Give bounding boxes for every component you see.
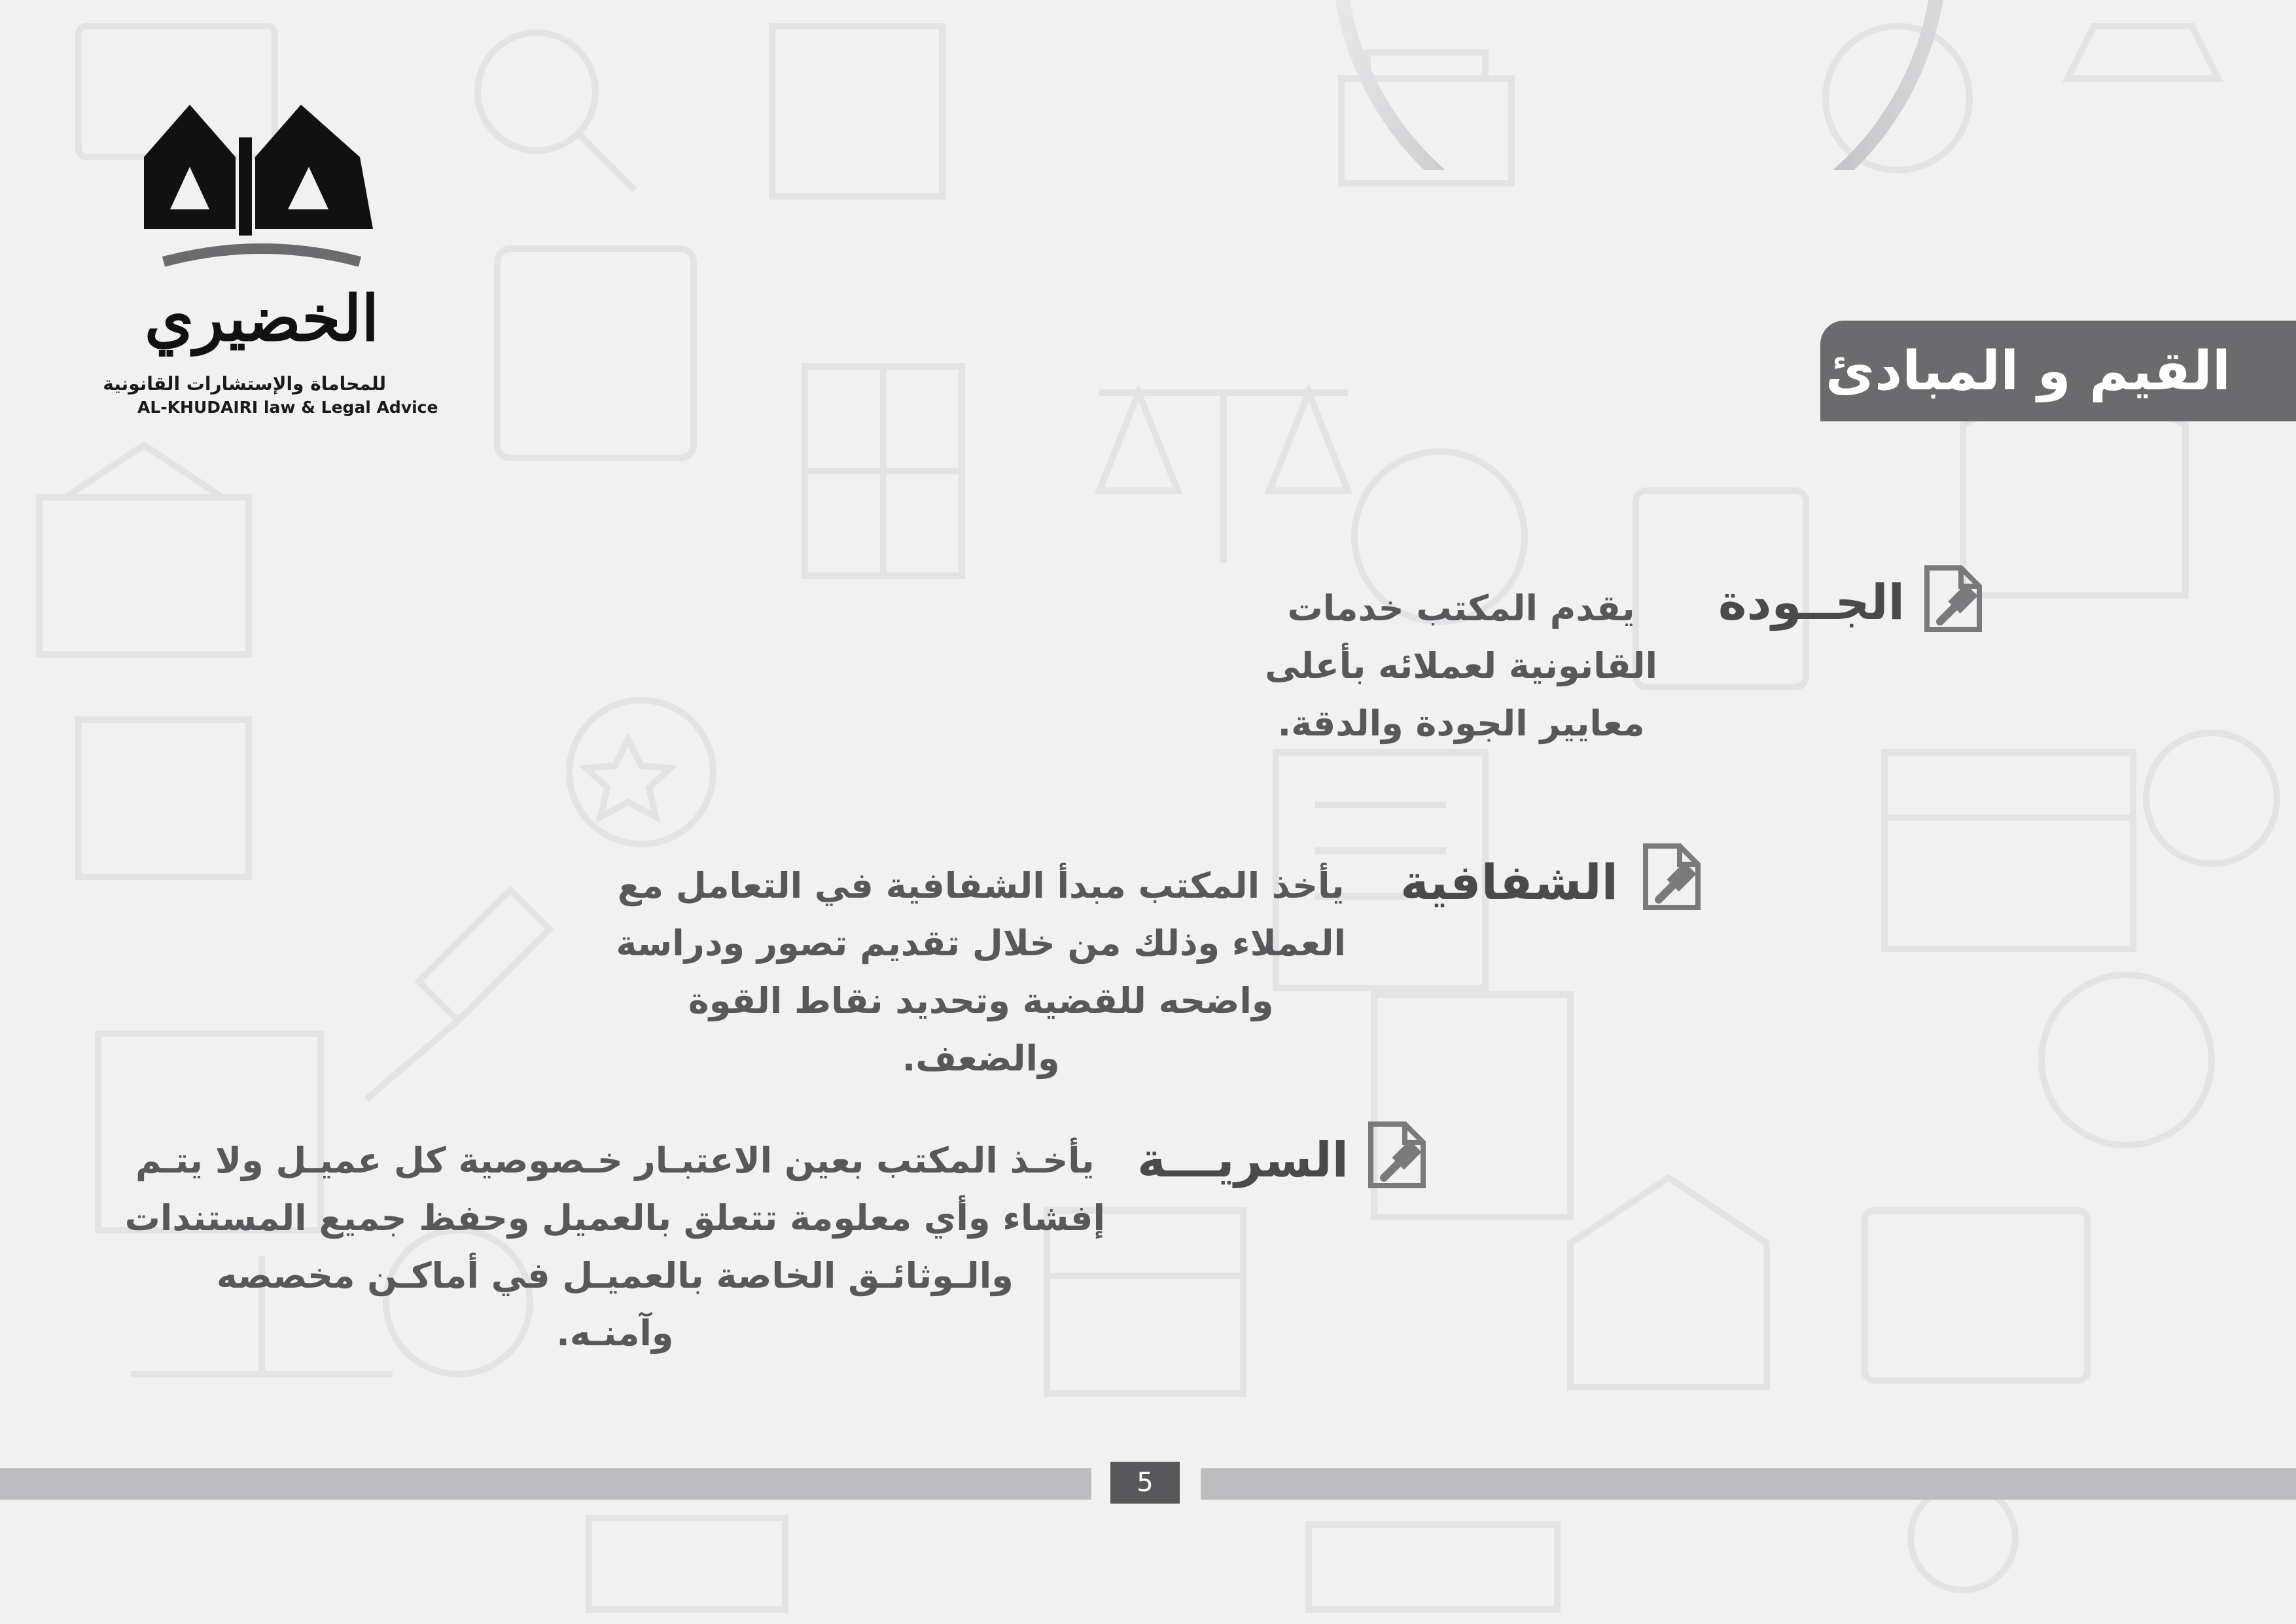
scales-logo bbox=[137, 98, 386, 366]
value-line: إفشاء وأي معلومة تتعلق بالعميل وحفظ جميع المستندات bbox=[124, 1197, 1105, 1239]
footer-bar-right bbox=[1201, 1468, 2296, 1500]
gavel-document-icon bbox=[1920, 563, 1986, 635]
value-body-quality bbox=[1265, 580, 1657, 752]
value-line: معايير الجودة والدقة. bbox=[1277, 703, 1645, 744]
gavel-document-icon bbox=[1639, 841, 1704, 913]
value-line: يأخـذ المكتب بعين الاعتبـار خـصوصية كل عميـل ولا يتـم bbox=[135, 1140, 1095, 1181]
firm-logo bbox=[103, 98, 438, 425]
value-line: العملاء وذلك من خلال تقديم تصور ودراسة bbox=[616, 923, 1346, 964]
value-body-confidentiality bbox=[125, 1132, 1105, 1362]
value-title-quality: الجــودة bbox=[1718, 574, 1905, 631]
value-body-transparency bbox=[616, 857, 1346, 1087]
value-title-transparency: الشفافية bbox=[1400, 855, 1618, 911]
value-line: يقدم المكتب خدمات bbox=[1287, 588, 1635, 629]
value-line: واضحه للقضية وتحديد نقاط القوة bbox=[688, 980, 1274, 1021]
page-number: 5 bbox=[1110, 1462, 1180, 1504]
value-line: والـوثائـق الخاصة بالعميـل في أماكـن مخصصه bbox=[216, 1255, 1014, 1296]
value-line: يأخذ المكتب مبدأ الشفافية في التعامل مع bbox=[617, 865, 1345, 906]
value-line: والضعف. bbox=[902, 1038, 1060, 1079]
logo-tagline-english: AL-KHUDAIRI law & Legal Advice bbox=[137, 398, 438, 417]
footer-bar-left bbox=[0, 1468, 1091, 1500]
gavel-document-icon bbox=[1364, 1119, 1430, 1191]
logo-tagline-arabic: للمحاماة والإستشارات القانونية bbox=[103, 373, 386, 395]
value-line: وآمنـه. bbox=[556, 1313, 674, 1354]
page-title: القيم و المبادئ bbox=[1825, 340, 2231, 402]
section-title-tab bbox=[1820, 321, 2296, 421]
value-line: القانونية لعملائه بأعلى bbox=[1265, 645, 1657, 686]
logo-wordmark: الخضيري bbox=[144, 281, 380, 355]
value-title-confidentiality: السريـــة bbox=[1137, 1132, 1349, 1188]
